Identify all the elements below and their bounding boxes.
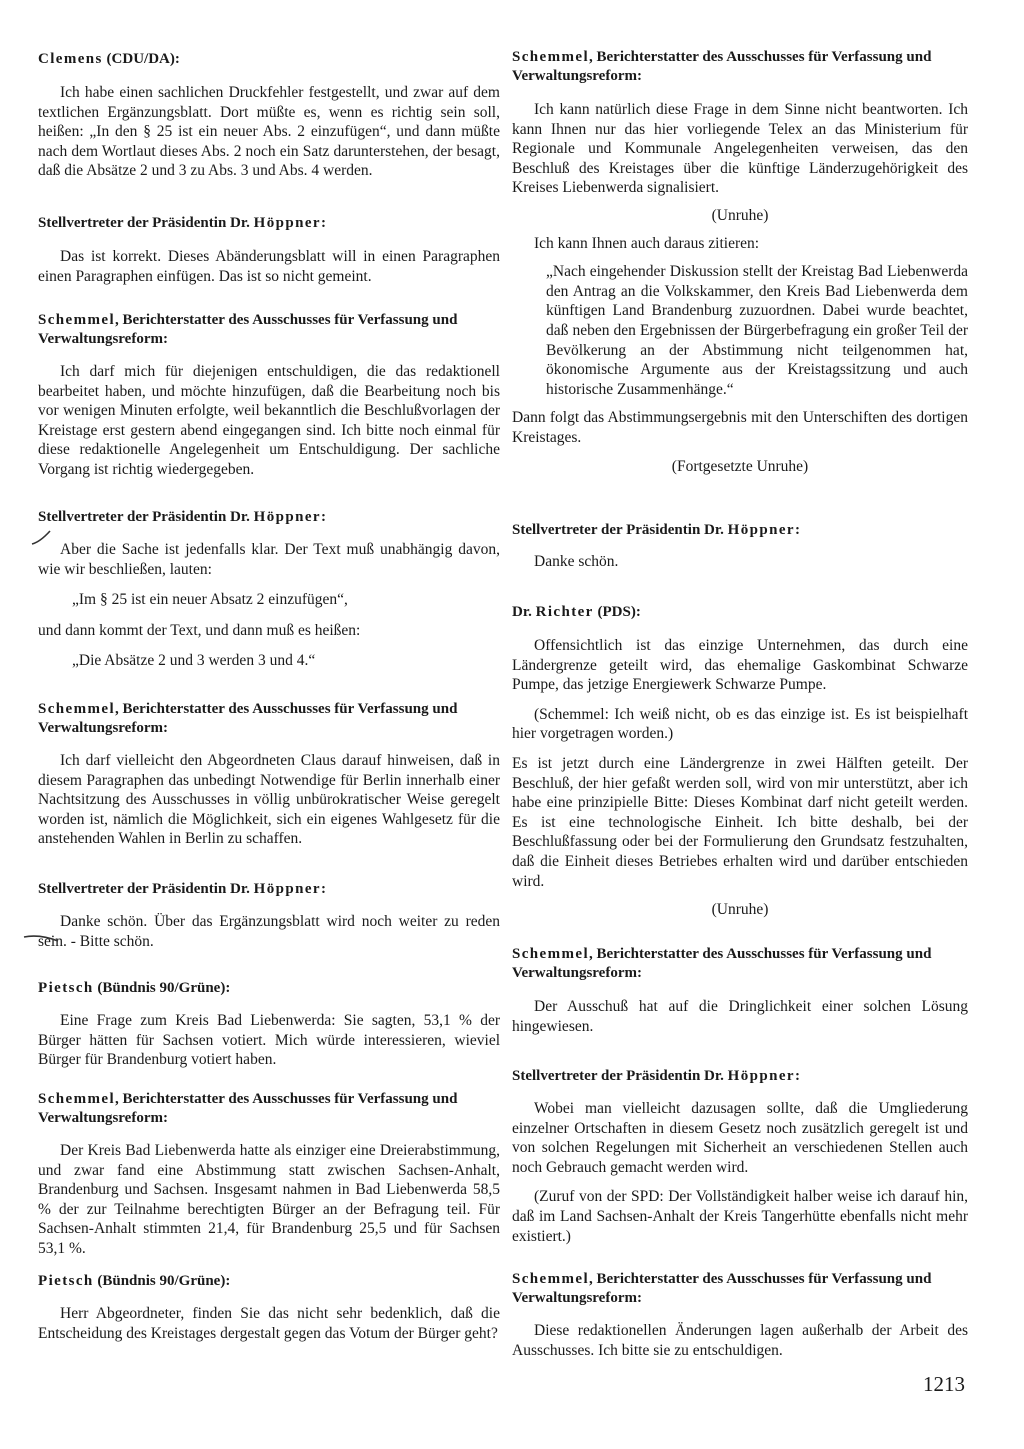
speaker-affiliation: (Bündnis 90/Grüne):: [93, 980, 231, 996]
speaker-name: Schemmel: [512, 49, 590, 65]
speaker-heading: [512, 1270, 968, 1308]
speech-block: [512, 1067, 968, 1246]
speaker-heading: [512, 521, 968, 540]
speaker-heading: [38, 1090, 500, 1128]
speaker-heading: [38, 979, 500, 998]
speaker-heading: [38, 311, 500, 349]
speaker-name: Höppner: [727, 1068, 795, 1084]
speech-block: [38, 700, 500, 849]
speaker-heading: [38, 880, 500, 899]
speech-block: [512, 48, 968, 476]
speech-text-continued: Dann folgt das Abstimmungsergebnis mit den Unterschiften des dortigen Kreistages.: [512, 409, 968, 446]
speech-text: Diese redaktionellen Änderungen lagen außerhalb der Arbeit des Ausschusses. Ich bitte sie zu entschuldigen.: [512, 1322, 968, 1359]
speaker-name: Schemmel: [38, 1091, 116, 1107]
speech-block: [512, 603, 968, 920]
interjection: (Schemmel: Ich weiß nicht, ob es das einzige ist. Es ist beispielhaft hier vorgetragen worden.): [512, 705, 968, 743]
speaker-affiliation: , Berichterstatter des Ausschusses für Verfassung und Verwaltungsreform:: [512, 1271, 932, 1306]
interjection: (Zuruf von der SPD: Der Vollständigkeit halber weise ich darauf hin, daß im Land Sachsen-Anhalt der Kreis Tangerhütte ebenfalls nicht mehr existiert.): [512, 1188, 968, 1245]
speech-text-continued: und dann kommt der Text, und dann muß es heißen:: [38, 621, 361, 639]
quotation: „Im § 25 ist ein neuer Absatz 2 einzufügen“,: [72, 591, 348, 609]
speech-text: Ich kann natürlich diese Frage in dem Sinne nicht beantworten. Ich kann Ihnen nur das hier vorliegende Telex an das Ministerium für Regionale und Kommunale Angelegenheiten verweisen, das den Beschluß des Kreistages über die künftige Länderzugehörigkeit des Kreises Liebenwerda signalisiert.: [512, 101, 968, 197]
speech-text: Der Kreis Bad Liebenwerda hatte als einziger eine Dreierabstimmung, und zwar fand eine Abstimmung statt zwischen Sachsen-Anhalt, Brandenburg und Sachsen. Insgesamt nahmen in Bad Liebenwerda 58,5 % der zur Teilnahme berechtigten Bürger an der Befragung teil. Für Sachsen-Anhalt stimmten 21,4, für Brandenburg 25,5 und für Sachsen 53,1 %.: [38, 1142, 500, 1257]
speaker-name: Pietsch: [38, 1273, 94, 1289]
speaker-name: Richter: [535, 604, 594, 620]
speaker-affiliation: , Berichterstatter des Ausschusses für Verfassung und Verwaltungsreform:: [38, 1091, 458, 1126]
speaker-affiliation: :: [794, 1068, 800, 1084]
speaker-heading: [512, 945, 968, 983]
pen-mark-icon: [22, 928, 62, 946]
speaker-heading: [512, 603, 968, 622]
speaker-name: Höppner: [727, 522, 795, 538]
speech-block: [512, 1270, 968, 1360]
speaker-heading: [38, 1272, 500, 1291]
speech-text-continued: Ich kann Ihnen auch daraus zitieren:: [534, 234, 760, 252]
speaker-name: Schemmel: [38, 701, 116, 717]
quotation: „Nach eingehender Diskussion stellt der Kreistag Bad Liebenwerda den Antrag an die Volkskammer, den Kreis Bad Liebenwerda dem künftigen Land Brandenburg zuzuordnen. Dabei wurde beachtet, daß neben den Ergebnissen der Bürgerbefragung ein großer Teil der Bevölkerung an der Abstimmung nicht teilgenommen hat, ökonomische Argumente aus der Kreistagssitzung und auch historische Zusammenhänge.“: [546, 263, 968, 398]
speech-block: [38, 50, 500, 181]
speech-block: [38, 1090, 500, 1259]
interjection: (Fortgesetzte Unruhe): [671, 457, 809, 475]
speech-text: Eine Frage zum Kreis Bad Liebenwerda: Sie sagten, 53,1 % der Bürger hätten für Sachsen votiert. Mich würde interessieren, wieviel Bürger für Brandenburg votiert haben.: [38, 1012, 500, 1069]
speaker-name: Pietsch: [38, 980, 94, 996]
speech-text: Offensichtlich ist das einzige Unternehmen, das durch eine Ländergrenze geteilt wird, das ehemalige Gaskombinat Schwarze Pumpe, das jetzige Energiewerk Schwarze Pumpe.: [512, 637, 968, 694]
speaker-affiliation: , Berichterstatter des Ausschusses für Verfassung und Verwaltungsreform:: [512, 946, 932, 981]
speaker-heading: [38, 214, 500, 233]
speech-text: Ich habe einen sachlichen Druckfehler festgestellt, und zwar auf dem textlichen Ergänzungsblatt. Dort müßte es, wenn es richtig sein soll, heißen: „In den § 25 ist ein neuer Abs. 2 einzufügen“, und dann müßte nach dem Wortlaut dieses Abs. 2 noch ein Satz darunterstehen, der besagt, daß die Absätze 2 und 3 zu Abs. 3 und Abs. 4 werden.: [38, 84, 500, 180]
speaker-affiliation: , Berichterstatter des Ausschusses für Verfassung und Verwaltungsreform:: [512, 49, 932, 84]
speaker-title: Dr.: [512, 604, 536, 620]
speaker-affiliation: :: [794, 522, 800, 538]
interjection: (Unruhe): [711, 901, 769, 919]
speech-block: [38, 1272, 500, 1343]
speech-block: [38, 311, 500, 480]
speaker-name: Schemmel: [38, 312, 116, 328]
speech-block: [38, 979, 500, 1070]
pen-mark-icon: [30, 528, 54, 548]
speech-text: Herr Abgeordneter, finden Sie das nicht sehr bedenklich, daß die Entscheidung des Kreistages dergestalt gegen das Votum der Bürger geht?: [38, 1305, 500, 1342]
speaker-title: Stellvertreter der Präsidentin Dr.: [38, 881, 254, 897]
speaker-heading: [38, 700, 500, 738]
speech-block: [512, 521, 968, 572]
speech-block: [512, 945, 968, 1036]
speaker-affiliation: (Bündnis 90/Grüne):: [93, 1273, 231, 1289]
speaker-affiliation: (PDS):: [593, 604, 641, 620]
speaker-name: Höppner: [253, 215, 321, 231]
page-number: 1213: [923, 1372, 965, 1396]
speaker-name: Höppner: [253, 881, 321, 897]
speaker-name: Höppner: [253, 509, 321, 525]
speaker-title: Stellvertreter der Präsidentin Dr.: [512, 522, 728, 538]
speech-text: Ich darf vielleicht den Abgeordneten Claus darauf hinweisen, daß in diesem Paragraphen das unbedingt Notwendige für Berlin innerhalb einer Nachtsitzung des Ausschusses in völlig unbürokratischer Weise geregelt worden ist, nämlich die Möglichkeit, sich ein eigenes Wahlgesetz für die anstehenden Wahlen in Berlin zu schaffen.: [38, 752, 500, 848]
speaker-heading: [38, 508, 500, 527]
interjection: (Unruhe): [711, 206, 769, 224]
speaker-title: Stellvertreter der Präsidentin Dr.: [512, 1068, 728, 1084]
speaker-affiliation: , Berichterstatter des Ausschusses für Verfassung und Verwaltungsreform:: [38, 312, 458, 347]
speaker-heading: [512, 1067, 968, 1086]
speaker-affiliation: (CDU/DA):: [102, 51, 180, 67]
speech-text: Das ist korrekt. Dieses Abänderungsblatt will in einen Paragraphen einen Paragraphen einfügen. Das ist so nicht gemeint.: [38, 248, 500, 285]
speaker-name: Schemmel: [512, 946, 590, 962]
speaker-heading: [512, 48, 968, 86]
speech-text: Danke schön. Über das Ergänzungsblatt wird noch weiter zu reden sein. - Bitte schön.: [38, 913, 500, 950]
speech-text: Wobei man vielleicht dazusagen sollte, daß die Umgliederung einzelner Ortschaften in diesem Gesetz noch zusätzlich geregelt ist und von solchen Regelungen mit Sicherheit an verschiedenen Stellen auch noch Gebrauch gemacht werden wird.: [512, 1100, 968, 1176]
speaker-title: Stellvertreter der Präsidentin Dr.: [38, 509, 254, 525]
speaker-affiliation: , Berichterstatter des Ausschusses für Verfassung und Verwaltungsreform:: [38, 701, 458, 736]
speech-text: Der Ausschuß hat auf die Dringlichkeit einer solchen Lösung hingewiesen.: [512, 998, 968, 1035]
speech-block: [38, 508, 500, 671]
speech-text: Aber die Sache ist jedenfalls klar. Der Text muß unabhängig davon, wie wir beschließen, lauten:: [38, 541, 500, 578]
speech-block: [38, 214, 500, 286]
speaker-name: Clemens: [38, 51, 103, 67]
speaker-affiliation: :: [320, 215, 326, 231]
speech-text-continued: Es ist jetzt durch eine Ländergrenze in zwei Hälften geteilt. Der Beschluß, der hier gefaßt werden soll, wird von mir unterstützt, aber ich habe eine prinzipielle Bitte: Dieses Kombinat darf nicht geteilt werden. Es ist eine technologische Einheit. Ich bitte deshalb, bei der Beschlußfassung oder bei der Formulierung den Grundsatz festzuhalten, daß die Einheit dieses Betriebes erhalten wird und darüber entschieden wird.: [512, 754, 968, 890]
speech-block: [38, 880, 500, 951]
speaker-name: Schemmel: [512, 1271, 590, 1287]
speaker-affiliation: :: [320, 509, 326, 525]
speech-text: Danke schön.: [534, 553, 619, 570]
speaker-title: Stellvertreter der Präsidentin Dr.: [38, 215, 254, 231]
speaker-affiliation: :: [320, 881, 326, 897]
speech-text: Ich darf mich für diejenigen entschuldigen, die das redaktionell bearbeitet haben, und möchte hinzufügen, daß die Bearbeitung noch bis vor wenigen Minuten erfolgte, weil bekanntlich die Beschlußvorlagen der Kreistage erst gestern abend eingegangen sind. Ich bitte noch einmal für diese redaktionelle Angelegenheit um Entschuldigung. Der sachliche Vorgang ist richtig wiedergegeben.: [38, 363, 500, 478]
speaker-heading: [38, 50, 500, 69]
quotation: „Die Absätze 2 und 3 werden 3 und 4.“: [72, 652, 316, 670]
